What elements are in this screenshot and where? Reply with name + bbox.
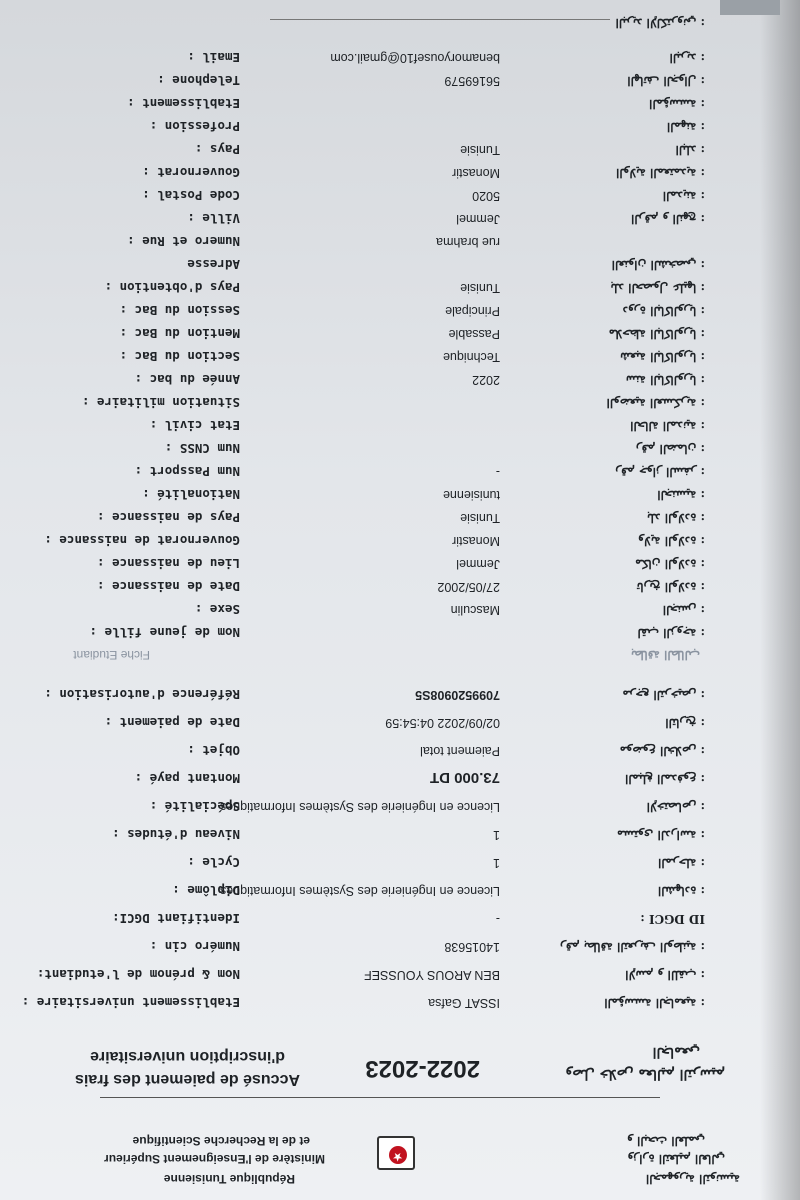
finger-shadow: [720, 0, 780, 15]
fields2-label-15: Pays d'obtention :: [104, 280, 240, 295]
fields-value-7: Licence en Ingénierie des Systèmes Informatiques: [219, 800, 500, 814]
fields2-ar-5: بلد الولادة :: [646, 511, 705, 525]
fields2-label-2: Date de naissance :: [97, 579, 240, 594]
fields2-value-2: 27/05/2002: [437, 580, 500, 594]
fields2-ar-0: لقب الزوجة :: [637, 626, 705, 640]
fields2-value-6: tunisienne: [443, 488, 500, 502]
fields-value-11: 7099520908S5: [415, 688, 500, 702]
fields2-label-0: Nom de jeune fille :: [89, 625, 240, 640]
fields2-label-16: Adresse: [187, 257, 240, 272]
fields2-label-1: Sexe :: [194, 602, 240, 617]
fields2-label-7: Num Passport :: [134, 464, 240, 479]
fields2-label-11: Année du bac :: [134, 372, 240, 387]
republic-label: République Tunisienne: [163, 1172, 295, 1186]
fields2-ar-11: سنة الباكالوريا :: [625, 373, 705, 387]
fields-ar-6: مستوى الدراسة :: [616, 828, 705, 842]
fields2-label-21: Pays :: [194, 142, 240, 157]
fields-label-1: Nom & prénom de l'etudiant:: [36, 967, 240, 982]
fields2-ar-14: دورة الباكالوريا :: [622, 304, 705, 318]
fields2-value-19: 5020: [472, 189, 500, 203]
fields2-ar-3: مكان الولادة :: [635, 557, 705, 571]
fields2-value-7: -: [495, 465, 500, 479]
fields2-value-17: rue brahma: [436, 235, 500, 249]
fields-value-3: -: [495, 912, 500, 926]
page-shadow: [760, 0, 800, 1200]
fields2-value-25: benamoryousef10@gmail.com: [330, 51, 500, 65]
fields2-ar-13: ملاحظة الباكالوريا :: [608, 327, 705, 341]
fields-ar-7: الإختصاص :: [646, 800, 705, 814]
ar-title-line2: الجامعي: [652, 1044, 700, 1060]
fields-ar-3: : ID DGCI: [640, 912, 705, 926]
fields-label-3: Identifiant DGCI:: [112, 911, 240, 926]
fields-ar-8: المبلغ المدفوع :: [624, 772, 705, 786]
fields-ar-1: الإسم و اللقب :: [625, 968, 705, 982]
fields-label-10: Date de paiement :: [104, 715, 240, 730]
fields2-label-24: Telephone :: [157, 73, 240, 88]
fields-value-2: 14015638: [444, 940, 500, 954]
fields-ar-4: الشهادة :: [657, 884, 705, 898]
fields2-ar-25: البريد :: [669, 51, 705, 65]
fields-value-4: Licence en Ingénierie des Systèmes Informatiques: [219, 884, 500, 898]
fields2-value-18: Jemmel: [456, 212, 500, 226]
fields2-label-6: Nationalité :: [142, 487, 240, 502]
fields2-label-17: Numero et Rue :: [127, 234, 240, 249]
fields2-value-1: Masculin: [450, 603, 500, 617]
fields-ar-9: موضوع الخلاص :: [619, 744, 705, 758]
fields-ar-11: مرجع الترخيص :: [622, 688, 705, 702]
fields2-ar-8: رقم الضمان :: [635, 442, 705, 456]
ar-republic: الجمهورية التونسية: [645, 1172, 740, 1186]
ar-ministry-line1: وزارة التعليم العالي: [627, 1152, 725, 1166]
fields2-ar-12: شعبة الباكالوريا :: [620, 350, 705, 364]
fields-ar-0: المؤسسة الجامعية :: [604, 996, 705, 1010]
fields2-value-4: Monastir: [452, 534, 500, 548]
fields2-label-22: Profession :: [149, 119, 240, 134]
fields2-value-13: Passable: [448, 327, 500, 341]
fields-label-7: Spécialité :: [149, 799, 240, 814]
fields2-ar-7: رقم جواز السفر :: [615, 465, 705, 479]
fields2-label-3: Lieu de naissance :: [97, 556, 240, 571]
fields2-value-15: Tunisie: [460, 281, 500, 295]
fields2-value-14: Principale: [445, 304, 500, 318]
fields2-value-21: Tunisie: [460, 143, 500, 157]
fields2-ar-22: المهنة :: [666, 120, 705, 134]
academic-year: 2022-2023: [365, 1055, 480, 1082]
footer-rule: [270, 19, 610, 20]
fields2-label-23: Etablissement :: [127, 96, 240, 111]
fields2-ar-1: الجنس :: [662, 603, 705, 617]
fields2-ar-2: تاريخ الولادة :: [636, 580, 705, 594]
fields-label-2: Numéro cin :: [149, 939, 240, 954]
fields2-ar-9: الحالة المدنية :: [630, 419, 705, 433]
ministry-line1: Ministère de l'Enseignement Supérieur: [104, 1152, 325, 1166]
fields-label-9: Objet :: [187, 743, 240, 758]
fields2-label-4: Gouvernorat de naissance :: [44, 533, 240, 548]
fields2-ar-15: بلد الحصول عليها :: [610, 281, 705, 295]
fields2-label-9: Etat civil :: [149, 418, 240, 433]
fields2-label-5: Pays de naissance :: [97, 510, 240, 525]
fields-label-6: Niveau d'études :: [112, 827, 240, 842]
fields-value-10: 02/09/2022 04:54:59: [385, 716, 500, 730]
fields2-ar-24: الهاتف الجوال :: [627, 74, 705, 88]
fiche-etudiant-label: Fiche Etudiant: [73, 648, 150, 662]
fields2-value-24: 56169579: [444, 74, 500, 88]
fields2-ar-16: العنوان الشخصي :: [611, 258, 705, 272]
fields-label-5: Cycle :: [187, 855, 240, 870]
fields-value-8: 73.000 DT: [429, 769, 500, 786]
fields2-value-5: Tunisie: [460, 511, 500, 525]
fields2-label-25: Email :: [187, 50, 240, 65]
fields2-label-10: Situation militaire :: [81, 395, 240, 410]
fields-value-6: 1: [493, 828, 500, 842]
fields2-ar-20: الولاية المعتمدية :: [616, 166, 705, 180]
fields2-label-20: Gouvernorat :: [142, 165, 240, 180]
fields2-label-18: Ville :: [187, 211, 240, 226]
fields2-value-3: Jemmel: [456, 557, 500, 571]
fields2-value-12: Technique: [443, 350, 500, 364]
ar-fiche-label: بطاقة الطالب: [630, 648, 700, 662]
fields2-ar-10: الوضعية العسكرية :: [606, 396, 705, 410]
fields2-ar-4: ولاية الولادة :: [638, 534, 705, 548]
fields2-label-12: Section du Bac :: [119, 349, 240, 364]
fields-label-8: Montant payé :: [134, 771, 240, 786]
fields-value-5: 1: [493, 856, 500, 870]
fields2-label-14: Session du Bac :: [119, 303, 240, 318]
fields-label-11: Référence d'autorisation :: [44, 687, 240, 702]
fields2-ar-18: الرقم و النهج :: [631, 212, 705, 226]
ministry-line2: et de la Recherche Scientifique: [132, 1134, 310, 1148]
fields2-ar-21: البلد :: [675, 143, 705, 157]
fields2-ar-23: المؤسسة :: [649, 97, 705, 111]
title-line2: d'inscription universitaire: [90, 1048, 285, 1065]
fields2-ar-6: الجنسية :: [657, 488, 705, 502]
title-line1: Accusé de paiement des frais: [75, 1071, 300, 1088]
fields-ar-10: التاريخ :: [665, 716, 705, 730]
ar-ministry-line2: و البحث العلمي: [627, 1134, 705, 1148]
fields-value-0: ISSAT Gafsa: [428, 996, 500, 1010]
fields-label-0: Etablissement universitaire :: [21, 995, 240, 1010]
header-rule: [100, 1097, 660, 1098]
ar-footer: البريد الإلكتروني :: [615, 16, 705, 30]
ar-title-line1: وصل خلاص معاليم الترسيم: [565, 1066, 725, 1082]
fields-value-9: Paiement total: [420, 744, 500, 758]
fields-ar-5: المرحلة :: [658, 856, 705, 870]
fields2-value-11: 2022: [472, 373, 500, 387]
fields2-ar-19: المدينة :: [662, 189, 705, 203]
fields2-value-20: Monastir: [452, 166, 500, 180]
fields2-label-19: Code Postal :: [142, 188, 240, 203]
fields2-label-8: Num CNSS :: [164, 441, 240, 456]
fields2-label-13: Mention du Bac :: [119, 326, 240, 341]
fields-label-4: Diplôme :: [172, 883, 240, 898]
fields-value-1: BEN AROUS YOUSSEF: [364, 968, 500, 982]
tunisia-flag-icon: ★: [377, 1136, 415, 1170]
fields-ar-2: رقم بطاقة التعريف الوطنية :: [560, 940, 705, 954]
